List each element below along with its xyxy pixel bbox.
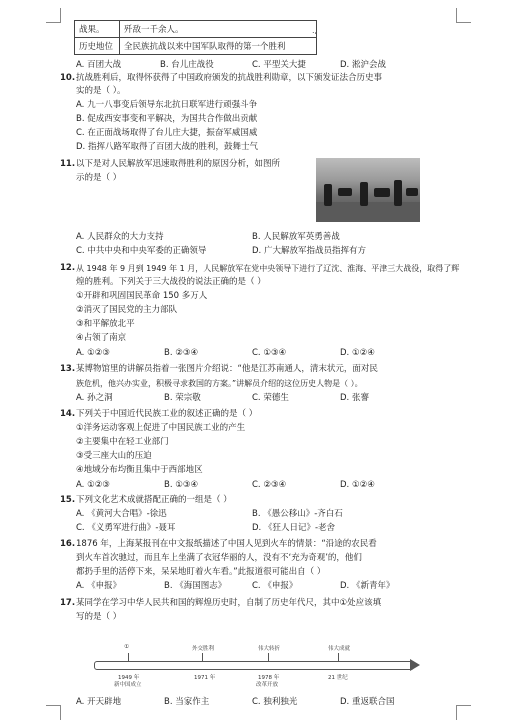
q9-option-b: B. 台儿庄战役 (160, 60, 214, 70)
q16-number: 16. (60, 539, 76, 549)
timeline-label-4: 伟大成就 (328, 646, 351, 652)
table-cell-label: 战果。 (75, 21, 120, 38)
q9-option-d: D. 淞沪会战 (340, 60, 386, 70)
q10-stem-line2: 实的是（ ）。 (76, 86, 126, 96)
q17-option-d: D. 重返联合国 (340, 697, 395, 707)
timeline-label-2: 外交胜利 (192, 646, 215, 652)
q16-option-c: C. 《申报》 (252, 581, 298, 591)
q17-option-b: B. 当家作主 (164, 697, 210, 707)
q13-stem-line2: 族危机，他兴办实业，积极寻求救国的方案。”讲解员介绍的这位历史人物是（ ）。 (76, 379, 363, 388)
table-mark: ., (312, 26, 318, 35)
q10-option-c: C. 在正面战场取得了台儿庄大捷，振奋军威国威 (76, 128, 258, 138)
timeline-year-4: 21 世纪 (328, 675, 348, 681)
q10-option-a: A. 九一八事变后领导东北抗日联军进行顽强斗争 (76, 100, 258, 110)
table-cell-label: 历史地位 (75, 38, 120, 55)
q12-option-c: C. ①③④ (252, 348, 287, 358)
q13-option-c: C. 荣德生 (252, 393, 289, 403)
crop-mark-bottom-left (46, 705, 61, 720)
q15-stem-line1: 下列文化艺术成就搭配正确的一组是（ ） (76, 495, 232, 505)
history-timeline (88, 636, 428, 692)
timeline-event-1: 新中国成立 (114, 682, 142, 688)
q15-number: 15. (60, 495, 76, 505)
q12-statement-1: ①开辟和巩固国民革命 150 多万人 (76, 291, 208, 301)
q11-option-c: C. 中共中央和中央军委的正确领导 (76, 246, 207, 256)
q17-stem-line1: 某同学在学习中华人民共和国的辉煌历史时，自制了历史年代尺，其中①处应该填 (76, 598, 382, 608)
q12-statement-3: ③和平解放北平 (76, 319, 135, 329)
q12-option-d: D. ①②④ (340, 348, 375, 358)
q10-number: 10. (60, 73, 76, 83)
timeline-year-3: 1978 年 (258, 675, 280, 681)
q13-number: 13. (60, 364, 76, 374)
q12-stem-line2: 煌的胜利。下列关于三大战役的说法正确的是（ ） (76, 277, 266, 287)
q12-statement-2: ②消灭了国民党的主力部队 (76, 305, 178, 315)
q11-option-d: D. 广大解放军指战员指挥有方 (252, 246, 366, 256)
q12-option-a: A. ①②③ (76, 348, 110, 358)
q16-option-b: B. 《海国图志》 (164, 581, 227, 591)
crop-mark-top-right (456, 8, 471, 23)
q16-option-d: D. 《新青年》 (340, 581, 395, 591)
q14-stem-line1: 下列关于中国近代民族工业的叙述正确的是（ ） (76, 409, 258, 419)
q15-option-d: D. 《狂人日记》-老舍 (252, 523, 336, 533)
q14-option-a: A. ①②③ (76, 480, 110, 490)
q15-option-b: B. 《愚公移山》-齐白石 (252, 509, 343, 519)
timeline-bar (94, 661, 414, 670)
q11-option-a: A. 人民群众的大力支持 (76, 232, 164, 242)
table-row (75, 38, 317, 55)
crop-mark-top-left (46, 8, 61, 23)
battle-table (74, 20, 317, 55)
q10-stem-line1: 抗战胜利后，取得怀获得了中国政府颁发的抗战胜利勋章，以下颁发证法合历史事 (76, 73, 383, 83)
timeline-arrow-head-icon (410, 659, 420, 671)
q13-stem-line1: 某博物馆里的讲解员指着一张图片介绍说：“他是江苏南通人，清末状元，面对民 (76, 364, 378, 374)
q12-stem-line1: 从 1948 年 9 月到 1949 年 1 月，人民解放军在党中央领导下进行了辽沈、淮海、平津三大战役，取得了辉 (76, 264, 460, 273)
q11-stem-line2: 示的是（ ） (76, 173, 122, 183)
crop-mark-bottom-right (456, 705, 471, 720)
q16-stem-line2: 到火车首次驰过，而且车上坐满了衣冠华丽的人，没有不‘充为奇观’的，他们 (76, 553, 362, 563)
q11-number: 11. (60, 159, 76, 169)
q15-option-c: C. 《义勇军进行曲》-聂耳 (76, 523, 176, 533)
timeline-year-1: 1949 年 (118, 675, 140, 681)
table-cell-value: 全民族抗战以来中国军队取得的第一个胜利 (120, 38, 317, 55)
q11-option-b: B. 人民解放军英勇善战 (252, 232, 340, 242)
q14-statement-1: ①洋务运动客观上促进了中国民族工业的产生 (76, 423, 246, 433)
q13-option-d: D. 张謇 (340, 393, 369, 403)
q16-stem-line3: 都扔手里的活停下来，呆呆地盯着火车看。”此报道很可能出自（ ） (76, 567, 326, 577)
q17-option-c: C. 独利独光 (252, 697, 298, 707)
q17-option-a: A. 开天辟地 (76, 697, 122, 707)
q12-option-b: B. ②③④ (164, 348, 199, 358)
timeline-year-2: 1971 年 (194, 675, 216, 681)
q16-option-a: A. 《申报》 (76, 581, 122, 591)
q16-stem-line1: 1876 年，上海某报刊在中文报纸描述了中国人见到火车的情景：“沿途的农民看 (76, 539, 377, 549)
q14-option-d: D. ①②④ (340, 480, 375, 490)
q10-option-d: D. 指挥八路军取得了百团大战的胜利，鼓舞士气 (76, 142, 258, 152)
table-cell-value: 歼敌一千余人。 (120, 21, 317, 38)
q14-statement-4: ④地域分布均衡且集中于西部地区 (76, 465, 203, 475)
q17-number: 17. (60, 598, 76, 608)
q12-number: 12. (60, 263, 76, 273)
q10-option-b: B. 促成西安事变和平解决，为国共合作做出贡献 (76, 114, 258, 124)
q14-statement-3: ③受三座大山的压迫 (76, 451, 152, 461)
q13-option-b: B. 荣宗敬 (164, 393, 201, 403)
q14-statement-2: ②主要集中在轻工业部门 (76, 437, 169, 447)
timeline-label-1: ① (124, 644, 129, 650)
q17-stem-line2: 写的是（ ） (76, 612, 122, 622)
q9-option-c: C. 平型关大捷 (252, 60, 306, 70)
table-row (75, 21, 317, 38)
q14-number: 14. (60, 409, 76, 419)
q13-option-a: A. 孙之洞 (76, 393, 113, 403)
timeline-event-3: 改革开放 (256, 682, 279, 688)
q9-option-a: A. 百团大战 (76, 60, 122, 70)
q15-option-a: A. 《黄河大合唱》-徐迅 (76, 509, 167, 519)
q14-option-c: C. ②③④ (252, 480, 287, 490)
timeline-label-3: 伟大转折 (258, 646, 281, 652)
q14-option-b: B. ①③④ (164, 480, 199, 490)
q11-stem-line1: 以下是对人民解放军迅速取得胜利的原因分析，如图所 (76, 159, 281, 169)
q12-statement-4: ④占领了南京 (76, 333, 127, 343)
wheelbarrow-support-photo (316, 158, 420, 222)
